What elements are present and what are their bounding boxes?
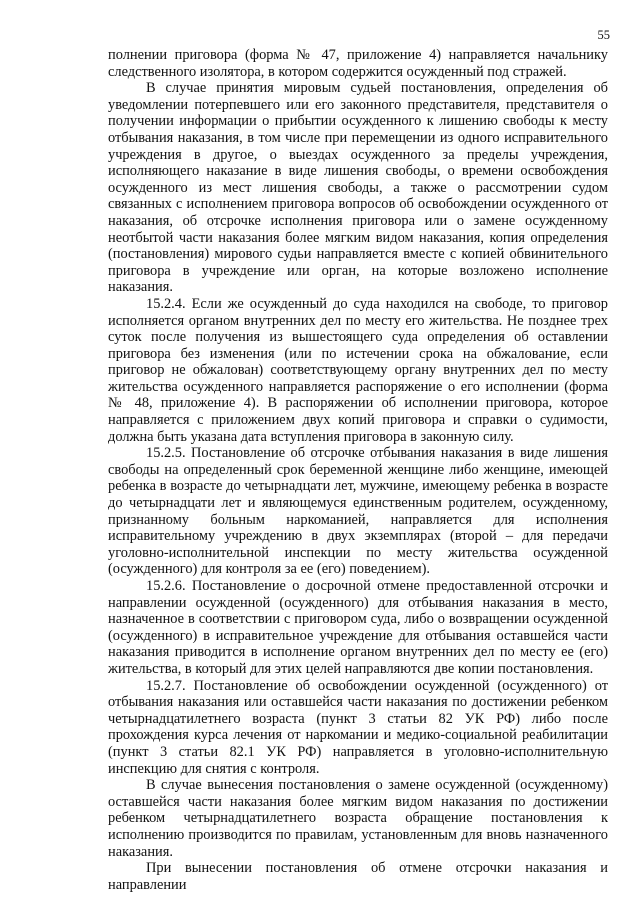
paragraph-15-2-5: 15.2.5. Постановление об отсрочке отбывания наказания в виде лишения свободы на определенный срок беременной женщине либо женщине, имеющей ребенка в возрасте до четырнадцати лет, мужчине, имеющему ребенка в возрасте до четырнадцати лет и являющемуся единственным родителем, осужденному, признанному больным наркоманией, направляется для исполнения исправительному учреждению в двух экземплярах (второй – для передачи уголовно-исполнительной инспекции по месту жительства осужденной (осужденного) для контроля за ее (его) поведением).	[108, 445, 608, 578]
paragraph-magistrate-notification: В случае принятия мировым судьей постановления, определения об уведомлении потерпевшего или его законного представителя, представителя о получении информации о прибытии осужденного к лишению свободы к месту отбывания наказания, в том числе при перемещении из одного исправительного учреждения в другое, о выездах осужденного за пределы учреждения, исполняющего наказание в виде лишения свободы, о времени освобождения осужденного из мест лишения свободы, а также о рассмотрении судом связанных с исполнением приговора вопросов об освобождении осужденного от наказания, об отсрочке исполнения приговора или о замене осужденному неотбытой части наказания более мягким видом наказания, копия определения (постановления) мирового судьи направляется вместе с копией обвинительного приговора в учреждение или орган, на которые возложено исполнение наказания.	[108, 80, 608, 296]
paragraph-deferral-cancellation: При вынесении постановления об отмене отсрочки наказания и направлении	[108, 860, 608, 893]
paragraph-15-2-4: 15.2.4. Если же осужденный до суда находился на свободе, то приговор исполняется органом внутренних дел по месту его жительства. Не позднее трех суток после получения из вышестоящего суда определения об оставлении приговора без изменения (или по истечении срока на обжалование, если приговор не обжалован) соответствующему органу внутренних дел по месту жительства осужденного направляется распоряжение о его исполнении (форма № 48, приложение 4). В распоряжении об исполнении приговора, которое направляется с приложением двух копий приговора и справки о судимости, должна быть указана дата вступления приговора в законную силу.	[108, 295, 608, 445]
paragraph-continuation: полнении приговора (форма № 47, приложение 4) направляется начальнику следственного изолятора, в котором содержится осужденный под стражей.	[108, 47, 608, 80]
paragraph-15-2-7: 15.2.7. Постановление об освобождении осужденной (осужденного) от отбывания наказания или оставшейся части наказания по достижении ребенком четырнадцатилетнего возраста (пункт 3 статьи 82 УК РФ) либо после прохождения курса лечения от наркомании и медико-социальной реабилитации (пункт 3 статьи 82.1 УК РФ) направляется в уголовно-исполнительную инспекцию для снятия с контроля.	[108, 677, 608, 777]
paragraph-15-2-6: 15.2.6. Постановление о досрочной отмене предоставленной отсрочки и направлении осужденной (осужденного) для отбывания наказания в место, назначенное в соответствии с приговором суда, либо о возвращении осужденной (осужденного) в исправительное учреждение для отбывания оставшейся части наказания приводится в исполнение органом внутренних дел по месту ее (его) жительства, в который для этих целей направляются две копии постановления.	[108, 578, 608, 677]
page-number: 55	[597, 28, 610, 42]
document-body	[108, 47, 608, 893]
paragraph-replacement-sentence: В случае вынесения постановления о замене осужденной (осужденному) оставшейся части наказания более мягким видом наказания по достижении ребенком четырнадцатилетнего возраста обращение постановления к исполнению производится по правилам, установленным для вновь назначенного наказания.	[108, 777, 608, 860]
